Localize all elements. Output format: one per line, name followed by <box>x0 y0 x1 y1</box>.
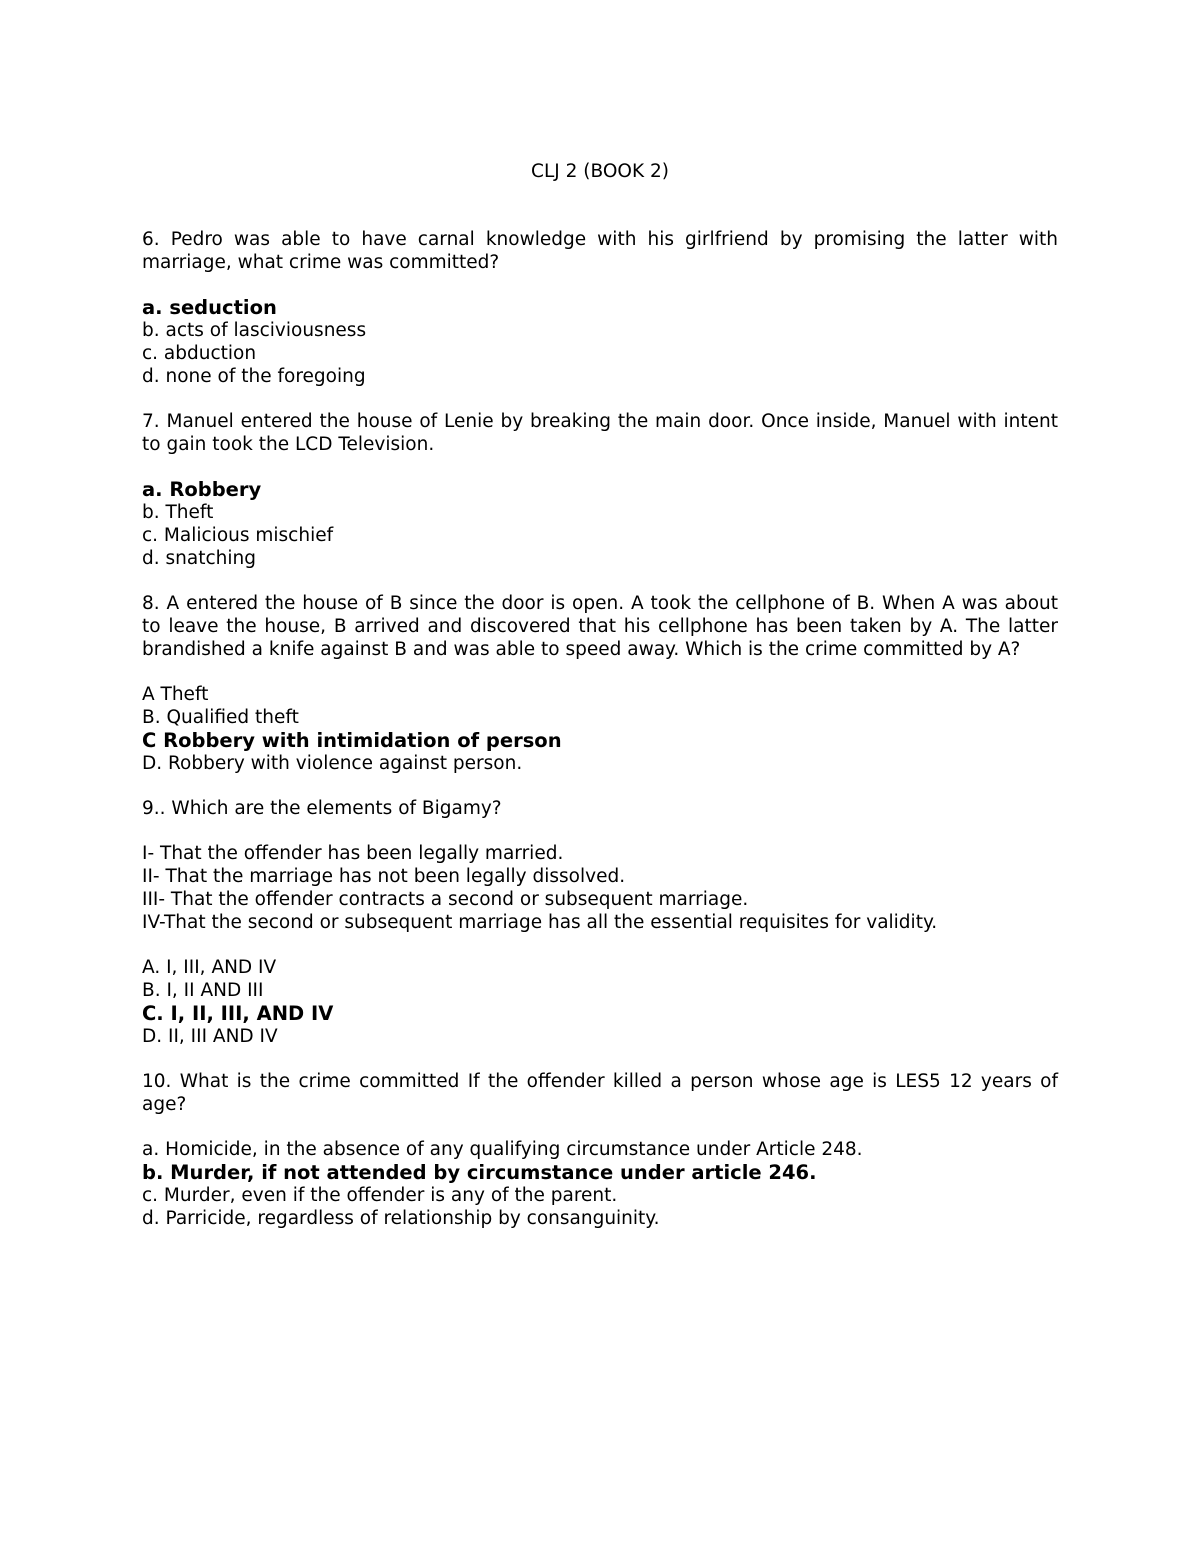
option: c. Malicious mischief <box>142 525 334 546</box>
question-10-text: 10. What is the crime committed If the offender killed a person whose age is LES5 12 years of age? <box>142 1071 1058 1115</box>
option: d. none of the foregoing <box>142 366 366 387</box>
option: B. I, II AND III <box>142 980 264 1001</box>
option: B. Qualified theft <box>142 707 299 728</box>
question-7-text: 7. Manuel entered the house of Lenie by breaking the main door. Once inside, Manuel with intent to gain took the LCD Television. <box>142 411 1058 455</box>
option: b. Theft <box>142 502 214 523</box>
document-page <box>142 160 1058 1252</box>
element-item: I- That the offender has been legally married. <box>142 843 564 864</box>
question-9-elements <box>142 842 1058 934</box>
question-8-options <box>142 683 1058 775</box>
option-correct: a. Robbery <box>142 478 262 501</box>
option-correct: C. I, II, III, AND IV <box>142 1002 334 1025</box>
question-6-text: 6. Pedro was able to have carnal knowledge with his girlfriend by promising the latter with marriage, what crime was committed? <box>142 229 1058 273</box>
question-7-options <box>142 478 1058 570</box>
option-correct: a. seduction <box>142 296 277 319</box>
option: A Theft <box>142 684 209 705</box>
document-title: CLJ 2 (BOOK 2) <box>531 161 669 182</box>
option: D. II, III AND IV <box>142 1026 278 1047</box>
question-10-options <box>142 1138 1058 1230</box>
option: b. acts of lasciviousness <box>142 320 367 341</box>
option: D. Robbery with violence against person. <box>142 753 523 774</box>
option: c. abduction <box>142 343 257 364</box>
option: a. Homicide, in the absence of any qualifying circumstance under Article 248. <box>142 1139 863 1160</box>
option-correct: b. Murder, if not attended by circumstance under article 246. <box>142 1161 817 1184</box>
element-item: II- That the marriage has not been legally dissolved. <box>142 866 626 887</box>
question-9-text: 9.. Which are the elements of Bigamy? <box>142 798 502 819</box>
question-6-options <box>142 296 1058 388</box>
option: c. Murder, even if the offender is any of the parent. <box>142 1185 618 1206</box>
element-item: III- That the offender contracts a second or subsequent marriage. <box>142 889 749 910</box>
element-item: IV-That the second or subsequent marriage has all the essential requisites for validity. <box>142 912 938 933</box>
option: A. I, III, AND IV <box>142 957 277 978</box>
option-correct: C Robbery with intimidation of person <box>142 729 562 752</box>
option: d. Parricide, regardless of relationship by consanguinity. <box>142 1208 660 1229</box>
option: d. snatching <box>142 548 256 569</box>
question-8-text: 8. A entered the house of B since the door is open. A took the cellphone of B. When A was about to leave the house, B arrived and discovered that his cellphone has been taken by A. The latter brandished a knife against B and was able to speed away. Which is the crime committed by A? <box>142 593 1058 660</box>
question-9-options <box>142 956 1058 1048</box>
